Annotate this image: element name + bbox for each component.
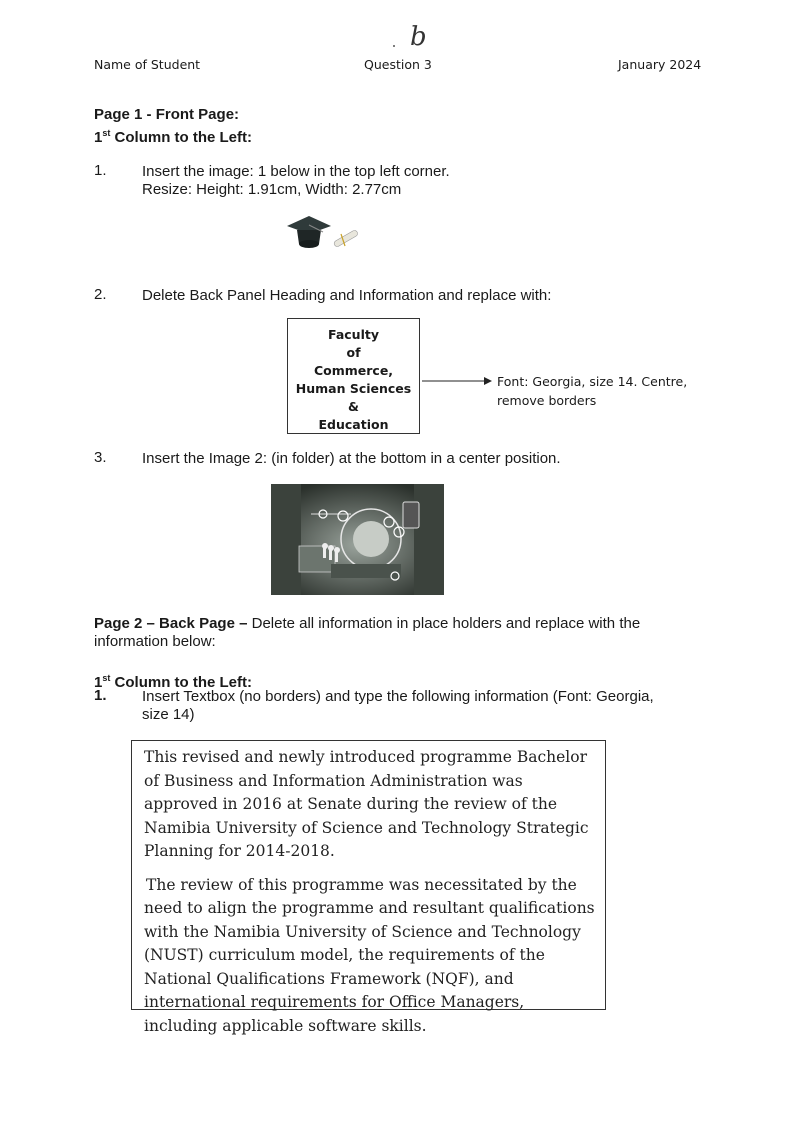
faculty-line: Commerce, xyxy=(313,363,394,378)
programme-textbox xyxy=(131,740,606,1035)
item-number: 2. xyxy=(94,286,107,303)
faculty-line: Faculty xyxy=(328,327,379,342)
page2-heading-line2: information below: xyxy=(94,633,216,650)
item-text: size 14) xyxy=(142,706,195,723)
faculty-line: Education xyxy=(318,417,389,432)
item-text: Insert the image: 1 below in the top left corner. xyxy=(142,163,450,180)
header-question: Question 3 xyxy=(364,57,432,72)
header-date: January 2024 xyxy=(618,57,702,72)
item-text: Insert Textbox (no borders) and type the following information (Font: Georgia, xyxy=(142,688,654,705)
faculty-line: Human Sciences xyxy=(295,381,412,396)
item-number: 1. xyxy=(94,162,107,179)
page2-heading: Page 2 – Back Page – Delete all information in place holders and replace with the xyxy=(94,615,641,632)
item-number: 1. xyxy=(94,687,107,704)
faculty-line: & xyxy=(348,399,359,414)
handwritten-dot xyxy=(393,45,395,47)
page2-column-heading: 1st Column to the Left: xyxy=(94,673,253,691)
item-number: 3. xyxy=(94,449,107,466)
item-text: Insert the Image 2: (in folder) at the bottom in a center position. xyxy=(142,450,561,467)
faculty-box xyxy=(287,318,420,434)
font-note: Font: Georgia, size 14. Centre, xyxy=(497,374,688,389)
item-text: Resize: Height: 1.91cm, Width: 2.77cm xyxy=(142,181,402,198)
faculty-line: of xyxy=(346,345,361,360)
handwritten-mark: b xyxy=(410,22,427,52)
technology-network-photo xyxy=(271,484,444,595)
graduation-cap-diploma-icon xyxy=(285,212,365,262)
item-text: Delete Back Panel Heading and Information and replace with: xyxy=(142,287,552,304)
page1-column-heading: 1st Column to the Left: xyxy=(94,128,253,146)
font-note: remove borders xyxy=(497,393,597,408)
textbox-paragraph: This revised and newly introduced programme Bachelor of Business and Information Administration was approved in 2016 at Senate during the review of the Namibia University of Science and Technology Strategic Planning for 2014-2018. xyxy=(144,748,589,860)
textbox-paragraph: The review of this programme was necessitated by the need to align the programme and resultant qualifications with the Namibia University of Science and Technology (NUST) curriculum model, the requirements of the National Qualifications Framework (NQF), and international requirements for Office Managers, including applicable software skills. xyxy=(144,875,595,1035)
header-student-name: Name of Student xyxy=(94,57,201,72)
page1-heading: Page 1 - Front Page: xyxy=(94,106,240,123)
arrow-right-icon xyxy=(422,375,492,387)
